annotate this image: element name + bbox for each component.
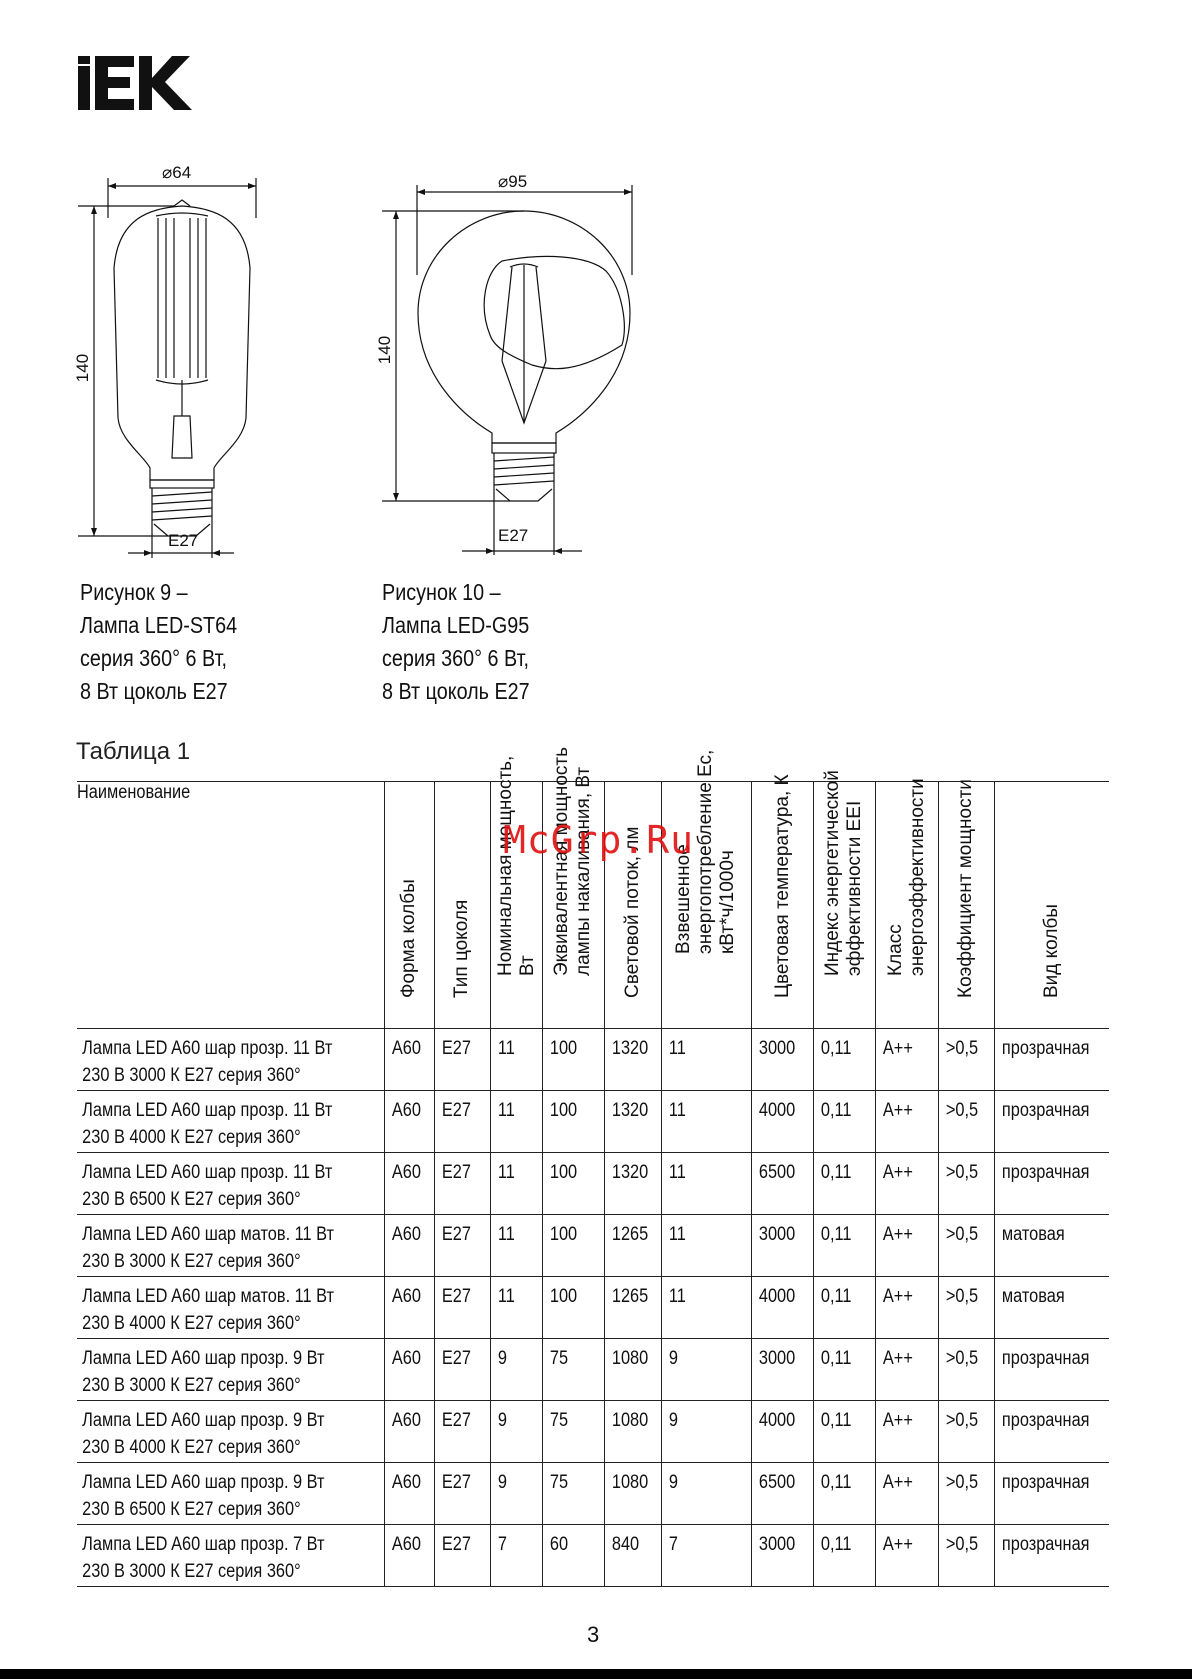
cell-name <box>77 1339 384 1401</box>
cell-value: A60 <box>391 1410 421 1431</box>
cell-value: 1320 <box>611 1162 648 1183</box>
cell-name <box>77 1153 384 1215</box>
table-cell <box>994 1463 1109 1525</box>
cell-name-line: 230 В 3000 К E27 серия 360° <box>82 1065 301 1086</box>
cell-name-line: Лампа LED A60 шар прозр. 11 Вт <box>82 1100 333 1121</box>
cell-value: >0,5 <box>945 1038 978 1059</box>
table-row <box>77 1339 1109 1401</box>
table-cell <box>434 1525 490 1587</box>
table-cell <box>543 1463 604 1525</box>
cell-value: 9 <box>668 1410 678 1431</box>
cell-value: прозрачная <box>1001 1100 1090 1121</box>
table-cell <box>384 1029 434 1091</box>
table-cell <box>752 1029 814 1091</box>
table-cell <box>752 1091 814 1153</box>
table-cell <box>491 1463 543 1525</box>
bottom-bar <box>0 1669 1192 1679</box>
table-row <box>77 1029 1109 1091</box>
cell-value: 0,11 <box>821 1348 852 1369</box>
table-cell <box>875 1401 938 1463</box>
cell-value: 75 <box>550 1410 569 1431</box>
caption-line: Рисунок 10 – <box>382 579 501 605</box>
cell-value: 1080 <box>611 1472 648 1493</box>
header-text-line: Взвешенное <box>673 844 695 954</box>
table-cell <box>604 1525 661 1587</box>
cell-value: E27 <box>441 1348 471 1369</box>
page-number: 3 <box>587 1622 600 1647</box>
table-cell <box>434 1091 490 1153</box>
dimension-base-label: E27 <box>168 531 199 550</box>
table-cell <box>875 1029 938 1091</box>
cell-name-line: 230 В 6500 К E27 серия 360° <box>82 1499 301 1520</box>
table-cell <box>994 1525 1109 1587</box>
cell-value: 75 <box>550 1472 569 1493</box>
caption-line: Рисунок 9 – <box>80 579 188 605</box>
table-cell <box>543 1525 604 1587</box>
table-cell <box>994 1029 1109 1091</box>
cell-value: 75 <box>550 1348 569 1369</box>
cell-value: E27 <box>441 1410 471 1431</box>
table-cell <box>938 1525 994 1587</box>
table-cell <box>434 1029 490 1091</box>
header-col-10 <box>938 779 994 1029</box>
table-cell <box>604 1339 661 1401</box>
cell-name-line: Лампа LED A60 шар прозр. 11 Вт <box>82 1038 333 1059</box>
cell-name-line: Лампа LED A60 шар прозр. 9 Вт <box>82 1410 325 1431</box>
cell-name <box>77 1525 384 1587</box>
cell-value: 6500 <box>758 1162 796 1183</box>
cell-value: A++ <box>882 1286 913 1307</box>
table-cell <box>384 1153 434 1215</box>
table-cell <box>875 1215 938 1277</box>
table-cell <box>604 1463 661 1525</box>
table-cell <box>604 1215 661 1277</box>
cell-value: 1080 <box>611 1410 648 1431</box>
table-cell <box>814 1091 875 1153</box>
cell-value: прозрачная <box>1001 1410 1090 1431</box>
table-cell <box>491 1401 543 1463</box>
table-cell <box>491 1277 543 1339</box>
cell-value: >0,5 <box>945 1100 978 1121</box>
header-name: Наименование <box>77 782 191 803</box>
cell-value: 11 <box>497 1286 515 1307</box>
cell-value: 840 <box>611 1534 639 1555</box>
cell-value: матовая <box>1001 1286 1065 1307</box>
cell-name-line: 230 В 4000 К E27 серия 360° <box>82 1437 301 1458</box>
dimension-diameter-label: ⌀64 <box>162 163 192 182</box>
cell-value: 0,11 <box>821 1534 852 1555</box>
header-text-line: Номинальная мощность, <box>494 755 516 976</box>
cell-name-line: Лампа LED A60 шар прозр. 9 Вт <box>82 1348 325 1369</box>
table-cell <box>752 1401 814 1463</box>
cell-value: A60 <box>391 1286 421 1307</box>
table-cell <box>814 1277 875 1339</box>
header-text-line: Вид колбы <box>1040 904 1062 998</box>
cell-value: 9 <box>668 1348 678 1369</box>
table-row <box>77 1153 1109 1215</box>
cell-name-line: Лампа LED A60 шар прозр. 11 Вт <box>82 1162 333 1183</box>
figure-10-caption <box>382 576 530 708</box>
cell-value: 11 <box>668 1286 686 1307</box>
table-cell <box>994 1339 1109 1401</box>
table-cell <box>814 1401 875 1463</box>
table-title: Таблица 1 <box>76 738 191 765</box>
table-row <box>77 1277 1109 1339</box>
cell-value: A++ <box>882 1162 913 1183</box>
table-cell <box>491 1091 543 1153</box>
cell-value: 9 <box>497 1348 508 1369</box>
cell-value: A60 <box>391 1100 421 1121</box>
cell-value: прозрачная <box>1001 1162 1090 1183</box>
table-cell <box>752 1463 814 1525</box>
table-cell <box>994 1153 1109 1215</box>
table-cell <box>434 1463 490 1525</box>
cell-name-line: Лампа LED A60 шар прозр. 7 Вт <box>82 1534 325 1555</box>
header-col-1 <box>384 782 434 1029</box>
table-cell <box>661 1463 751 1525</box>
cell-value: A60 <box>391 1348 421 1369</box>
cell-value: >0,5 <box>945 1162 978 1183</box>
table-cell <box>491 1029 543 1091</box>
cell-value: 7 <box>668 1534 678 1555</box>
table-cell <box>938 1401 994 1463</box>
table-cell <box>994 1401 1109 1463</box>
header-text-line: Цветовая температура, К <box>771 774 793 998</box>
cell-value: 0,11 <box>821 1162 852 1183</box>
table-cell <box>752 1277 814 1339</box>
table-cell <box>543 1029 604 1091</box>
header-text-line: Эквивалентная мощность <box>551 746 573 976</box>
table-row <box>77 1215 1109 1277</box>
cell-value: A++ <box>882 1038 913 1059</box>
table-cell <box>661 1339 751 1401</box>
table-cell <box>875 1463 938 1525</box>
table-cell <box>938 1029 994 1091</box>
table-cell <box>434 1215 490 1277</box>
dimension-height-label: 140 <box>375 335 394 365</box>
cell-value: E27 <box>441 1100 471 1121</box>
cell-value: 11 <box>497 1100 515 1121</box>
cell-name <box>77 1215 384 1277</box>
figure-g95-drawing <box>375 172 632 570</box>
table-cell <box>814 1215 875 1277</box>
table-row <box>77 1401 1109 1463</box>
cell-name-line: Лампа LED A60 шар матов. 11 Вт <box>82 1224 335 1245</box>
figure-st64-drawing <box>73 158 258 568</box>
cell-value: 100 <box>550 1162 578 1183</box>
cell-name-line: 230 В 3000 К E27 серия 360° <box>82 1251 301 1272</box>
table-cell <box>875 1091 938 1153</box>
header-text-line: лампы накаливания, Вт <box>573 766 595 976</box>
cell-value: 11 <box>668 1224 686 1245</box>
dimension-base-label: E27 <box>498 526 529 545</box>
cell-value: 11 <box>668 1100 686 1121</box>
cell-name-line: Лампа LED A60 шар прозр. 9 Вт <box>82 1472 325 1493</box>
cell-value: 11 <box>497 1038 515 1059</box>
table-cell <box>384 1463 434 1525</box>
caption-line: 8 Вт цоколь E27 <box>80 678 228 704</box>
caption-line: серия 360° 6 Вт, <box>80 645 227 671</box>
header-col-8 <box>814 770 875 1029</box>
table-cell <box>994 1277 1109 1339</box>
table-cell <box>491 1525 543 1587</box>
cell-value: 0,11 <box>821 1100 852 1121</box>
cell-value: >0,5 <box>945 1348 978 1369</box>
cell-value: прозрачная <box>1001 1348 1090 1369</box>
cell-name-line: Лампа LED A60 шар матов. 11 Вт <box>82 1286 335 1307</box>
table-cell <box>752 1215 814 1277</box>
table-cell <box>384 1401 434 1463</box>
table-cell <box>661 1401 751 1463</box>
table-cell <box>875 1339 938 1401</box>
cell-value: A++ <box>882 1410 913 1431</box>
cell-value: A60 <box>391 1162 421 1183</box>
cell-name-line: 230 В 3000 К E27 серия 360° <box>82 1375 301 1396</box>
dimension-height-label: 140 <box>73 353 92 383</box>
cell-value: прозрачная <box>1001 1472 1090 1493</box>
table-cell <box>384 1091 434 1153</box>
cell-name <box>77 1277 384 1339</box>
cell-name <box>77 1091 384 1153</box>
header-col-2 <box>434 782 490 1029</box>
table-cell <box>994 1215 1109 1277</box>
table-cell <box>543 1277 604 1339</box>
table-cell <box>491 1215 543 1277</box>
table-cell <box>434 1153 490 1215</box>
cell-value: 0,11 <box>821 1038 852 1059</box>
table-cell <box>938 1339 994 1401</box>
cell-value: A60 <box>391 1472 421 1493</box>
table-cell <box>814 1029 875 1091</box>
cell-value: 0,11 <box>821 1224 852 1245</box>
table-cell <box>661 1091 751 1153</box>
table-cell <box>434 1401 490 1463</box>
table-cell <box>491 1153 543 1215</box>
table-cell <box>543 1153 604 1215</box>
table-cell <box>543 1339 604 1401</box>
cell-value: >0,5 <box>945 1286 978 1307</box>
header-text-line: Тип цоколя <box>451 899 473 998</box>
table-cell <box>384 1525 434 1587</box>
cell-value: 1265 <box>611 1224 648 1245</box>
header-text-line: кВт*ч/1000ч <box>717 850 739 954</box>
header-text-line: Индекс энергетической <box>822 770 844 976</box>
cell-value: >0,5 <box>945 1410 978 1431</box>
table-cell <box>875 1153 938 1215</box>
table-cell <box>938 1463 994 1525</box>
cell-value: 11 <box>497 1162 515 1183</box>
table-cell <box>661 1277 751 1339</box>
table-cell <box>661 1525 751 1587</box>
table-cell <box>491 1339 543 1401</box>
table-body <box>77 1029 1109 1587</box>
cell-value: E27 <box>441 1534 471 1555</box>
cell-value: 7 <box>497 1534 508 1555</box>
cell-value: 100 <box>550 1100 578 1121</box>
header-text-line: Вт <box>516 955 538 976</box>
cell-value: A60 <box>391 1038 421 1059</box>
cell-value: E27 <box>441 1162 471 1183</box>
table-cell <box>604 1277 661 1339</box>
table-cell <box>661 1153 751 1215</box>
cell-value: A++ <box>882 1224 913 1245</box>
table-cell <box>434 1277 490 1339</box>
cell-value: A++ <box>882 1534 913 1555</box>
cell-value: матовая <box>1001 1224 1065 1245</box>
cell-value: 4000 <box>758 1286 796 1307</box>
cell-value: E27 <box>441 1224 471 1245</box>
figure-9-caption <box>80 576 237 708</box>
header-text-line: Класс <box>884 924 906 976</box>
header-col-7 <box>752 774 814 1029</box>
cell-name-line: 230 В 3000 К E27 серия 360° <box>82 1561 301 1582</box>
table-row <box>77 1091 1109 1153</box>
table-cell <box>604 1401 661 1463</box>
table-cell <box>938 1091 994 1153</box>
header-text-line: энергопотребление Ес, <box>695 749 717 954</box>
cell-value: 11 <box>668 1162 686 1183</box>
table-cell <box>543 1401 604 1463</box>
table-cell <box>384 1339 434 1401</box>
cell-value: E27 <box>441 1286 471 1307</box>
iek-logo <box>78 56 196 110</box>
cell-value: 9 <box>668 1472 678 1493</box>
table-cell <box>604 1153 661 1215</box>
table-row <box>77 1525 1109 1587</box>
cell-name <box>77 1463 384 1525</box>
table-cell <box>384 1277 434 1339</box>
header-text-line: эффективности EEI <box>844 800 866 976</box>
table-cell <box>814 1153 875 1215</box>
header-text-line: энергоэффективности <box>906 778 928 976</box>
cell-value: 6500 <box>758 1472 796 1493</box>
cell-value: 4000 <box>758 1410 796 1431</box>
cell-value: прозрачная <box>1001 1534 1090 1555</box>
table-cell <box>543 1091 604 1153</box>
caption-line: Лампа LED-G95 <box>382 612 530 638</box>
table-cell <box>814 1463 875 1525</box>
cell-value: A++ <box>882 1472 913 1493</box>
cell-value: A++ <box>882 1348 913 1369</box>
header-col-11 <box>994 782 1109 1029</box>
cell-value: 1320 <box>611 1038 648 1059</box>
table-cell <box>938 1277 994 1339</box>
cell-value: 3000 <box>758 1348 796 1369</box>
cell-value: A60 <box>391 1534 421 1555</box>
cell-name-line: 230 В 4000 К E27 серия 360° <box>82 1313 301 1334</box>
table-cell <box>938 1215 994 1277</box>
cell-value: 9 <box>497 1410 508 1431</box>
cell-value: 0,11 <box>821 1286 852 1307</box>
table-cell <box>752 1153 814 1215</box>
table-cell <box>384 1215 434 1277</box>
cell-value: 3000 <box>758 1224 796 1245</box>
table-cell <box>661 1215 751 1277</box>
cell-value: 60 <box>550 1534 569 1555</box>
cell-name <box>77 1029 384 1091</box>
table-cell <box>604 1029 661 1091</box>
cell-value: >0,5 <box>945 1534 978 1555</box>
cell-value: 4000 <box>758 1100 796 1121</box>
cell-value: A60 <box>391 1224 421 1245</box>
cell-name-line: 230 В 6500 К E27 серия 360° <box>82 1189 301 1210</box>
table-cell <box>752 1525 814 1587</box>
table-cell <box>814 1525 875 1587</box>
table-cell <box>814 1339 875 1401</box>
cell-value: 0,11 <box>821 1410 852 1431</box>
table-cell <box>661 1029 751 1091</box>
caption-line: серия 360° 6 Вт, <box>382 645 529 671</box>
header-col-9 <box>875 778 938 1029</box>
caption-line: Лампа LED-ST64 <box>80 612 238 638</box>
dimension-diameter-label: ⌀95 <box>498 172 528 191</box>
cell-value: 1320 <box>611 1100 648 1121</box>
table-cell <box>938 1153 994 1215</box>
cell-value: 11 <box>497 1224 515 1245</box>
cell-value: 3000 <box>758 1038 796 1059</box>
table-cell <box>752 1339 814 1401</box>
cell-value: 11 <box>668 1038 686 1059</box>
table-row <box>77 1463 1109 1525</box>
cell-value: 0,11 <box>821 1472 852 1493</box>
cell-value: 3000 <box>758 1534 796 1555</box>
table-cell <box>604 1091 661 1153</box>
cell-value: >0,5 <box>945 1224 978 1245</box>
header-text-line: Световой поток, лм <box>621 826 643 998</box>
cell-value: 9 <box>497 1472 508 1493</box>
cell-value: E27 <box>441 1472 471 1493</box>
cell-value: 100 <box>550 1038 578 1059</box>
cell-value: E27 <box>441 1038 471 1059</box>
header-text-line: Коэффициент мощности <box>955 779 977 998</box>
table-cell <box>543 1215 604 1277</box>
table-cell <box>434 1339 490 1401</box>
caption-line: 8 Вт цоколь E27 <box>382 678 530 704</box>
table-cell <box>875 1277 938 1339</box>
cell-value: >0,5 <box>945 1472 978 1493</box>
cell-value: 100 <box>550 1286 578 1307</box>
cell-value: 1080 <box>611 1348 648 1369</box>
cell-value: 100 <box>550 1224 578 1245</box>
header-text-line: Форма колбы <box>398 879 420 998</box>
table-cell <box>994 1091 1109 1153</box>
cell-value: A++ <box>882 1100 913 1121</box>
cell-value: прозрачная <box>1001 1038 1090 1059</box>
cell-name-line: 230 В 4000 К E27 серия 360° <box>82 1127 301 1148</box>
cell-value: 1265 <box>611 1286 648 1307</box>
watermark: McGrp.Ru <box>503 818 695 862</box>
table-cell <box>875 1525 938 1587</box>
cell-name <box>77 1401 384 1463</box>
